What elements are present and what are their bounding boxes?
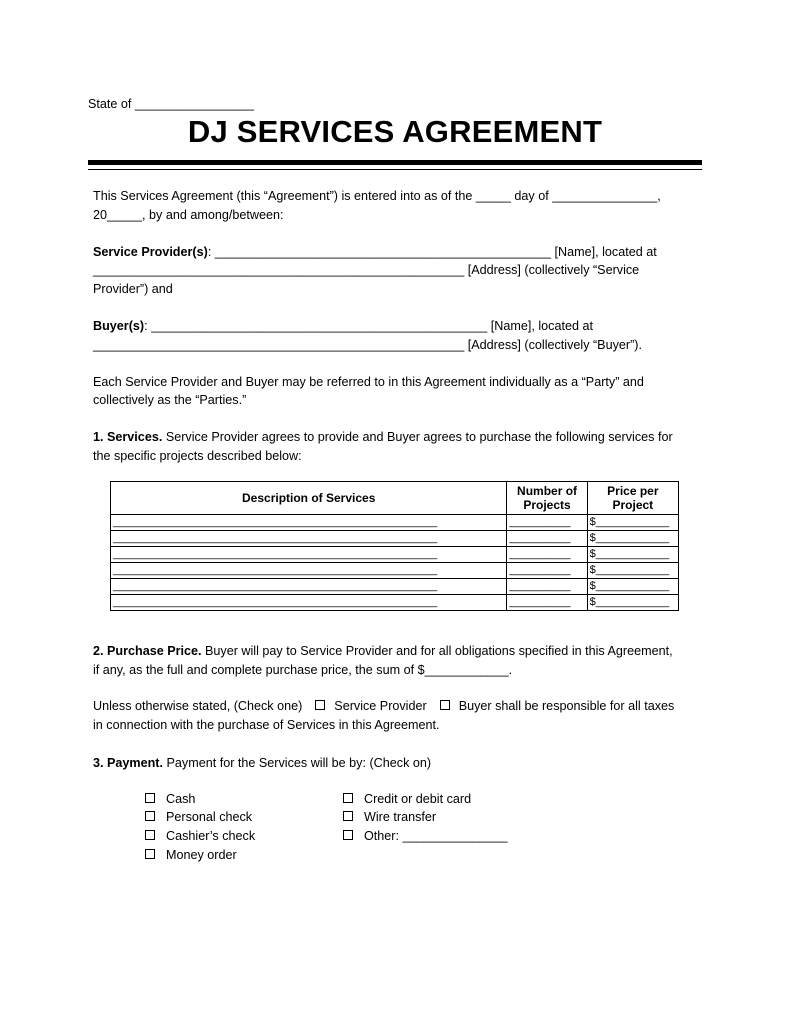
section2-line-1 xyxy=(93,644,673,659)
provider-address-field[interactable]: _____________________________________________________ [Address] (collectively “Service xyxy=(93,263,640,277)
parties-line-2: collectively as the “Parties.” xyxy=(93,393,247,407)
section1-line-2: the specific projects described below: xyxy=(93,449,302,463)
table-row xyxy=(111,547,679,563)
provider-name-field[interactable]: : ________________________________________________ [Name], located at xyxy=(207,245,657,259)
provider-line-3: Provider”) and xyxy=(93,282,173,296)
provider-line-1 xyxy=(93,245,657,260)
price-cell[interactable]: $____________ xyxy=(587,531,678,547)
table-row xyxy=(111,531,679,547)
section3-heading: 3. Payment. xyxy=(93,756,163,770)
table-row xyxy=(111,515,679,531)
price-cell[interactable]: $____________ xyxy=(587,579,678,595)
purchase-price-field[interactable]: if any, as the full and complete purchase price, the sum of $____________. xyxy=(93,663,513,677)
header-price-per-project: Price per Project xyxy=(587,482,678,515)
description-cell[interactable]: _____________________________________________________ xyxy=(111,595,507,611)
number-cell[interactable]: __________ xyxy=(507,515,587,531)
description-cell[interactable]: _____________________________________________________ xyxy=(111,579,507,595)
section1-text: Service Provider agrees to provide and Buyer agrees to purchase the following services for xyxy=(162,430,673,444)
payment-option-wire-transfer[interactable]: Wire transfer xyxy=(343,810,436,824)
description-cell[interactable]: _____________________________________________________ xyxy=(111,531,507,547)
service-provider-checkbox[interactable] xyxy=(315,700,325,710)
checkbox-icon[interactable] xyxy=(343,793,353,803)
buyer-label: Buyer(s) xyxy=(93,319,145,333)
section1-heading: 1. Services. xyxy=(93,430,163,444)
title-rule-thick xyxy=(88,160,702,165)
buyer-option-label: Buyer shall be responsible for all taxes xyxy=(458,699,675,713)
number-cell[interactable]: __________ xyxy=(507,595,587,611)
service-provider-option-label: Service Provider xyxy=(334,699,427,713)
buyer-name-field[interactable]: : ________________________________________________ [Name], located at xyxy=(144,319,593,333)
number-cell[interactable]: __________ xyxy=(507,563,587,579)
price-cell[interactable]: $____________ xyxy=(587,563,678,579)
header-number-of-projects: Number of Projects xyxy=(507,482,587,515)
payment-option-personal-check[interactable]: Personal check xyxy=(145,810,252,824)
parties-line-1: Each Service Provider and Buyer may be referred to in this Agreement individually as a “Party” and xyxy=(93,375,644,389)
table-row xyxy=(111,563,679,579)
title-rule-thin xyxy=(88,169,702,170)
provider-label: Service Provider(s) xyxy=(93,245,208,259)
number-cell[interactable]: __________ xyxy=(507,531,587,547)
description-cell[interactable]: _____________________________________________________ xyxy=(111,547,507,563)
checkbox-icon[interactable] xyxy=(343,830,353,840)
intro-line-2: 20_____, by and among/between: xyxy=(93,208,284,222)
section1-line-1 xyxy=(93,430,673,445)
checkbox-icon[interactable] xyxy=(343,811,353,821)
buyer-address-field[interactable]: _____________________________________________________ [Address] (collectively “Buyer”). xyxy=(93,338,642,352)
header-description: Description of Services xyxy=(111,482,507,515)
taxes-line-1 xyxy=(93,699,674,714)
table-row xyxy=(111,595,679,611)
description-cell[interactable]: _____________________________________________________ xyxy=(111,563,507,579)
number-cell[interactable]: __________ xyxy=(507,547,587,563)
checkbox-icon[interactable] xyxy=(145,793,155,803)
buyer-checkbox[interactable] xyxy=(440,700,450,710)
description-cell[interactable]: _____________________________________________________ xyxy=(111,515,507,531)
intro-line-1: This Services Agreement (this “Agreement”) is entered into as of the _____ day of _______________, xyxy=(93,189,661,203)
checkbox-icon[interactable] xyxy=(145,849,155,859)
checkbox-icon[interactable] xyxy=(145,811,155,821)
section3-line-1 xyxy=(93,756,431,771)
checkbox-icon[interactable] xyxy=(145,830,155,840)
section2-text: Buyer will pay to Service Provider and for all obligations specified in this Agreement, xyxy=(201,644,673,658)
number-cell[interactable]: __________ xyxy=(507,579,587,595)
state-line: State of _________________ xyxy=(88,97,254,111)
payment-option-other[interactable]: Other: _______________ xyxy=(343,829,508,843)
buyer-line-1 xyxy=(93,319,593,334)
section3-text: Payment for the Services will be by: (Check on) xyxy=(163,756,432,770)
payment-option-cash[interactable]: Cash xyxy=(145,792,195,806)
payment-option-money-order[interactable]: Money order xyxy=(145,848,237,862)
services-table xyxy=(110,481,679,611)
price-cell[interactable]: $____________ xyxy=(587,547,678,563)
taxes-line-2: in connection with the purchase of Services in this Agreement. xyxy=(93,718,440,732)
taxes-prefix: Unless otherwise stated, (Check one) xyxy=(93,699,303,713)
section2-heading: 2. Purchase Price. xyxy=(93,644,202,658)
document-title: DJ SERVICES AGREEMENT xyxy=(187,114,603,149)
price-cell[interactable]: $____________ xyxy=(587,515,678,531)
price-cell[interactable]: $____________ xyxy=(587,595,678,611)
payment-option-credit-debit[interactable]: Credit or debit card xyxy=(343,792,471,806)
services-table-header xyxy=(111,482,679,515)
payment-option-cashiers-check[interactable]: Cashier’s check xyxy=(145,829,255,843)
table-row xyxy=(111,579,679,595)
